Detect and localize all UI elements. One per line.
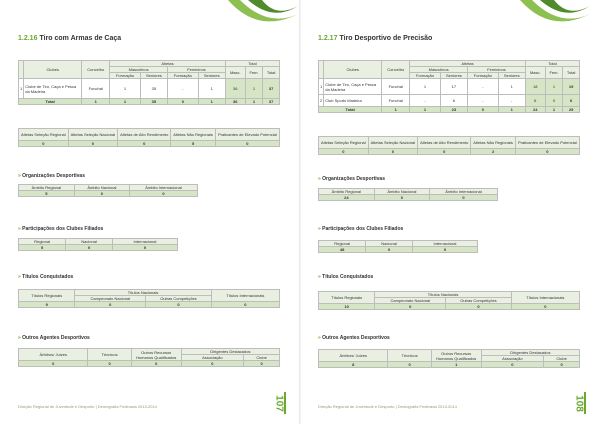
subsection-title: » Participações dos Clubes Filiados xyxy=(18,226,104,232)
header-masculinos: Masculinos xyxy=(110,67,168,73)
subsection-title: » Organizações Desportivas xyxy=(18,173,85,179)
header-masculinos: Masculinos xyxy=(410,67,468,73)
header-seniores: Seniores xyxy=(498,73,525,79)
selection-table: Atletas Seleção Regional Atletas Seleção Nacional Atletas de Alto Rendimento Atletas Não Regionais Praticantes de Elevado Potencial 0 0 0 2 0 xyxy=(318,136,580,155)
table-row: 2 Club Sports Madeira Funchal - 6 - - 6 0 6 xyxy=(319,95,580,107)
header-atletas: Atletas xyxy=(410,61,526,67)
subsection-title: » Outros Agentes Desportivos xyxy=(18,335,90,341)
titles-table: Títulos Regionais Títulos Nacionais Títulos Internacionais Campeonato Nacional Outras Competições 9 0 0 0 xyxy=(18,289,280,308)
club-name: Clube de Tiro, Caça e Pesca da Madeira xyxy=(24,79,82,99)
header-total: Total xyxy=(225,61,279,67)
section-title xyxy=(318,35,432,42)
total-row: Total 1 1 23 0 1 24 1 25 xyxy=(319,107,580,113)
agents-table: Árbitros/ Juízes Técnicos Outros Recursos Humanos Qualificados Dirigentes Destacados Associação Clube 0 0 0 0 0 xyxy=(18,348,280,367)
table-row: 1 Clube de Tiro, Caça e Pesca da Madeira Funchal 1 35 - 1 36 1 37 xyxy=(19,79,280,99)
participation-table: Regional Nacional Internacional 5 0 0 xyxy=(18,238,178,251)
header-formacao: Formação xyxy=(410,73,441,79)
total-row: Total 1 1 35 0 1 36 1 37 xyxy=(19,99,280,105)
page-footer: Direção Regional de Juventude e Desporto | Demografia Federada 2013-2014 xyxy=(18,404,157,409)
header-formacao: Formação xyxy=(468,73,499,79)
leaf-decoration xyxy=(228,0,298,36)
subsection-title: » Organizações Desportivas xyxy=(318,176,385,182)
subsection-title: » Outros Agentes Desportivos xyxy=(318,335,390,341)
section-name: Tiro Desportivo de Precisão xyxy=(339,35,433,42)
page-footer: Direção Regional de Juventude e Desporto | Demografia Federada 2013-2014 xyxy=(318,404,457,409)
section-number: 1.2.17 xyxy=(318,35,338,42)
header-formacao: Formação xyxy=(110,73,141,79)
header-concelho: Concelho xyxy=(382,61,410,79)
header-clubes: Clubes xyxy=(24,61,82,79)
header-atletas: Atletas xyxy=(110,61,226,67)
club-name: Club Sports Madeira xyxy=(324,95,382,107)
header-seniores: Seniores xyxy=(198,73,225,79)
header-seniores: Seniores xyxy=(440,73,467,79)
header-total2: Total xyxy=(563,67,580,79)
header-seniores: Seniores xyxy=(140,73,167,79)
athletes-table xyxy=(318,60,580,113)
club-name: Clube de Tiro, Caça e Pesca da Madeira xyxy=(324,79,382,95)
selection-table: Atletas Seleção Regional Atletas Seleção Nacional Atletas de Alto Rendimento Atletas Não Regionais Praticantes de Elevado Potencial 0 0 0 5 0 xyxy=(18,128,280,147)
org-table: Âmbito Regional Âmbito Nacional Âmbito Internacional 5 0 0 xyxy=(18,184,198,197)
header-clubes: Clubes xyxy=(324,61,382,79)
page-number: 108 xyxy=(574,392,584,414)
header-fem: Fem. xyxy=(245,67,263,79)
header-total2: Total xyxy=(263,67,280,79)
section-name: Tiro com Armas de Caça xyxy=(39,35,122,42)
org-table: Âmbito Regional Âmbito Nacional Âmbito Internacional 24 0 0 xyxy=(318,188,498,201)
subsection-title: » Títulos Conquistados xyxy=(318,274,374,280)
header-total: Total xyxy=(525,61,579,67)
header-concelho: Concelho xyxy=(82,61,110,79)
header-femininos: Femininos xyxy=(168,67,226,73)
header-masc: Masc. xyxy=(225,67,245,79)
page-gutter xyxy=(299,0,301,424)
subsection-title: » Participações dos Clubes Filiados xyxy=(318,226,404,232)
header-fem: Fem. xyxy=(545,67,563,79)
athletes-table xyxy=(18,60,280,105)
right-page xyxy=(318,0,598,424)
section-number: 1.2.16 xyxy=(18,35,38,42)
agents-table: Árbitros/ Juízes Técnicos Outros Recursos Humanos Qualificados Dirigentes Destacados Associação Clube 8 0 1 0 0 xyxy=(318,349,580,368)
leaf-decoration xyxy=(520,0,590,36)
table-row: 1 Clube de Tiro, Caça e Pesca da Madeira Funchal 1 17 - 1 18 1 19 xyxy=(319,79,580,95)
titles-table: Títulos Regionais Títulos Nacionais Títulos Internacionais Campeonato Nacional Outras Competições 10 0 0 0 xyxy=(318,291,580,310)
header-masc: Masc. xyxy=(525,67,545,79)
section-title xyxy=(18,35,121,42)
page-number: 107 xyxy=(274,392,284,414)
left-page xyxy=(18,0,298,424)
header-femininos: Femininos xyxy=(468,67,526,73)
header-formacao: Formação xyxy=(168,73,199,79)
participation-table: Regional Nacional Internacional 48 0 0 xyxy=(318,240,478,253)
subsection-title: » Títulos Conquistados xyxy=(18,274,74,280)
